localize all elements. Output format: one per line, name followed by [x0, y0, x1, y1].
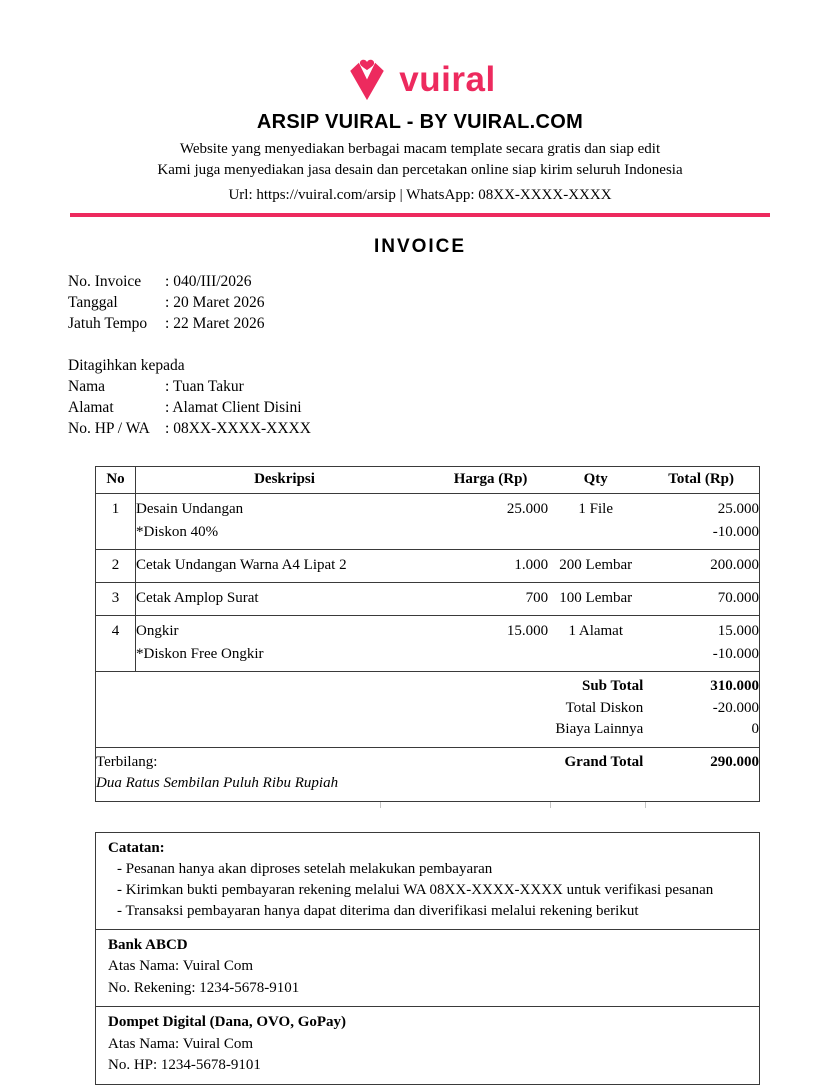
table-row [96, 583, 760, 616]
ewallet-holder: Atas Nama: Vuiral Com [108, 1035, 254, 1052]
colon: : [165, 420, 170, 437]
row-harga: 1.000 [433, 550, 548, 583]
bank-account-number: No. Rekening: 1234-5678-9101 [108, 979, 300, 996]
note-item: - Pesanan hanya akan diproses setelah melakukan pembayaran [117, 860, 493, 877]
ewallet-name: Dompet Digital (Dana, OVO, GoPay) [108, 1014, 347, 1030]
row-description [136, 494, 433, 550]
colon: : [165, 273, 170, 290]
header-qty: Qty [548, 467, 643, 494]
summary-values [643, 672, 759, 748]
bill-to-address-value: Alamat Client Disini [172, 399, 302, 416]
row-desc-main: Desain Undangan [136, 501, 244, 517]
tagline-line2: Kami juga menyediakan jasa desain dan percetakan online siap kirim seluruh Indonesia [157, 162, 683, 178]
row-qty: 1 File [548, 494, 643, 550]
bank-holder: Atas Nama: Vuiral Com [108, 958, 254, 974]
brand-heading: ARSIP VUIRAL - BY VUIRAL.COM [256, 111, 584, 133]
row-desc-main: Cetak Amplop Surat [136, 590, 259, 606]
row-qty: 200 Lembar [548, 550, 643, 583]
colon: : [165, 315, 170, 332]
colon: : [165, 399, 170, 416]
bill-to-name-label: Nama [68, 378, 106, 395]
colon: : [165, 294, 170, 311]
tagline-line1: Website yang menyediakan berbagai macam template secara gratis dan siap edit [179, 141, 661, 157]
header-no: No [96, 467, 136, 494]
document-header [0, 0, 840, 204]
row-total-discount: -10.000 [712, 524, 759, 540]
ghost-tick [645, 802, 646, 808]
other-costs-value: 0 [751, 721, 759, 737]
invoice-title: INVOICE [373, 236, 467, 257]
heart-v-logo-icon [344, 56, 390, 102]
note-item: - Transaksi pembayaran hanya dapat diterima dan diverifikasi melalui rekening berikut [117, 902, 639, 919]
note-item: - Kirimkan bukti pembayaran rekening melalui WA 08XX-XXXX-XXXX untuk verifikasi pesanan [117, 881, 714, 898]
invoice-table-section [95, 466, 760, 809]
bank-name: Bank ABCD [108, 936, 188, 953]
invoice-number-label: No. Invoice [68, 273, 142, 290]
total-discount-label: Total Diskon [565, 699, 644, 716]
table-row [96, 616, 760, 672]
terbilang-label: Terbilang: [96, 753, 158, 770]
row-desc-note: *Diskon Free Ongkir [136, 646, 264, 662]
subtotal-label: Sub Total [582, 678, 644, 694]
brand-divider-rule [70, 213, 770, 217]
notes-heading: Catatan: [108, 839, 165, 856]
row-harga: 15.000 [433, 616, 548, 672]
header-harga: Harga (Rp) [433, 467, 548, 494]
brand-contact-line: Url: https://vuiral.com/arsip | WhatsApp: 08XX-XXXX-XXXX [228, 187, 612, 203]
row-no: 4 [96, 616, 136, 672]
header-total: Total (Rp) [643, 467, 759, 494]
summary-labels [433, 672, 643, 748]
invoice-due-value: 22 Maret 2026 [173, 315, 265, 332]
invoice-number-value: 040/III/2026 [173, 273, 252, 290]
ewallet-phone-number: No. HP: 1234-5678-9101 [108, 1057, 261, 1073]
row-description [136, 550, 433, 583]
notes-box [95, 832, 760, 1085]
row-total: 200.000 [643, 550, 759, 583]
brand-taglines [0, 139, 840, 181]
other-costs-label: Biaya Lainnya [555, 721, 644, 737]
row-desc-main: Ongkir [136, 623, 179, 639]
ewallet-section [96, 1006, 759, 1084]
grand-total-row [96, 747, 760, 801]
terbilang-cell [96, 747, 433, 801]
ghost-tick [380, 802, 381, 808]
colon: : [165, 378, 170, 395]
table-row [96, 494, 760, 550]
bill-to-heading: Ditagihkan kepada [68, 357, 185, 374]
bill-to-phone-row [68, 418, 840, 439]
invoice-due-label: Jatuh Tempo [68, 315, 148, 332]
table-header-row [96, 467, 760, 494]
invoice-number-row [68, 271, 840, 292]
brand-logo [0, 56, 840, 102]
bill-to-phone-value: 08XX-XXXX-XXXX [173, 420, 311, 437]
row-total [643, 616, 759, 672]
bank-section [96, 929, 759, 1007]
grand-total-value: 290.000 [710, 753, 759, 770]
bill-to-section [68, 355, 840, 439]
bill-to-address-row [68, 397, 840, 418]
row-desc-note: *Diskon 40% [136, 524, 219, 540]
notes-section [96, 833, 759, 929]
invoice-items-table [95, 466, 760, 802]
header-deskripsi: Deskripsi [136, 467, 433, 494]
row-desc-main: Cetak Undangan Warna A4 Lipat 2 [136, 557, 347, 573]
ghost-tick [550, 802, 551, 808]
table-row [96, 550, 760, 583]
grand-total-label: Grand Total [564, 753, 644, 770]
row-description [136, 583, 433, 616]
bill-to-phone-label: No. HP / WA [68, 420, 150, 437]
row-no: 1 [96, 494, 136, 550]
row-description [136, 616, 433, 672]
row-total: 70.000 [643, 583, 759, 616]
invoice-date-label: Tanggal [68, 294, 118, 311]
row-qty: 1 Alamat [548, 616, 643, 672]
row-total [643, 494, 759, 550]
terbilang-text: Dua Ratus Sembilan Puluh Ribu Rupiah [96, 775, 339, 791]
summary-row [96, 672, 760, 748]
row-no: 3 [96, 583, 136, 616]
total-discount-value: -20.000 [712, 699, 759, 716]
invoice-date-value: 20 Maret 2026 [173, 294, 265, 311]
row-no: 2 [96, 550, 136, 583]
bill-to-name-value: Tuan Takur [172, 378, 244, 395]
summary-spacer [96, 672, 433, 748]
row-qty: 100 Lembar [548, 583, 643, 616]
row-total-discount: -10.000 [712, 646, 759, 662]
row-harga: 25.000 [433, 494, 548, 550]
row-total-main: 25.000 [717, 501, 759, 517]
row-harga: 700 [433, 583, 548, 616]
row-total-main: 15.000 [717, 623, 759, 639]
bill-to-name-row [68, 376, 840, 397]
brand-logo-text: vuiral [399, 59, 496, 99]
bill-to-address-label: Alamat [68, 399, 114, 416]
table-ghost-row [95, 802, 760, 809]
invoice-due-row [68, 313, 840, 334]
subtotal-value: 310.000 [710, 678, 759, 694]
invoice-date-row [68, 292, 840, 313]
invoice-meta [68, 271, 840, 334]
